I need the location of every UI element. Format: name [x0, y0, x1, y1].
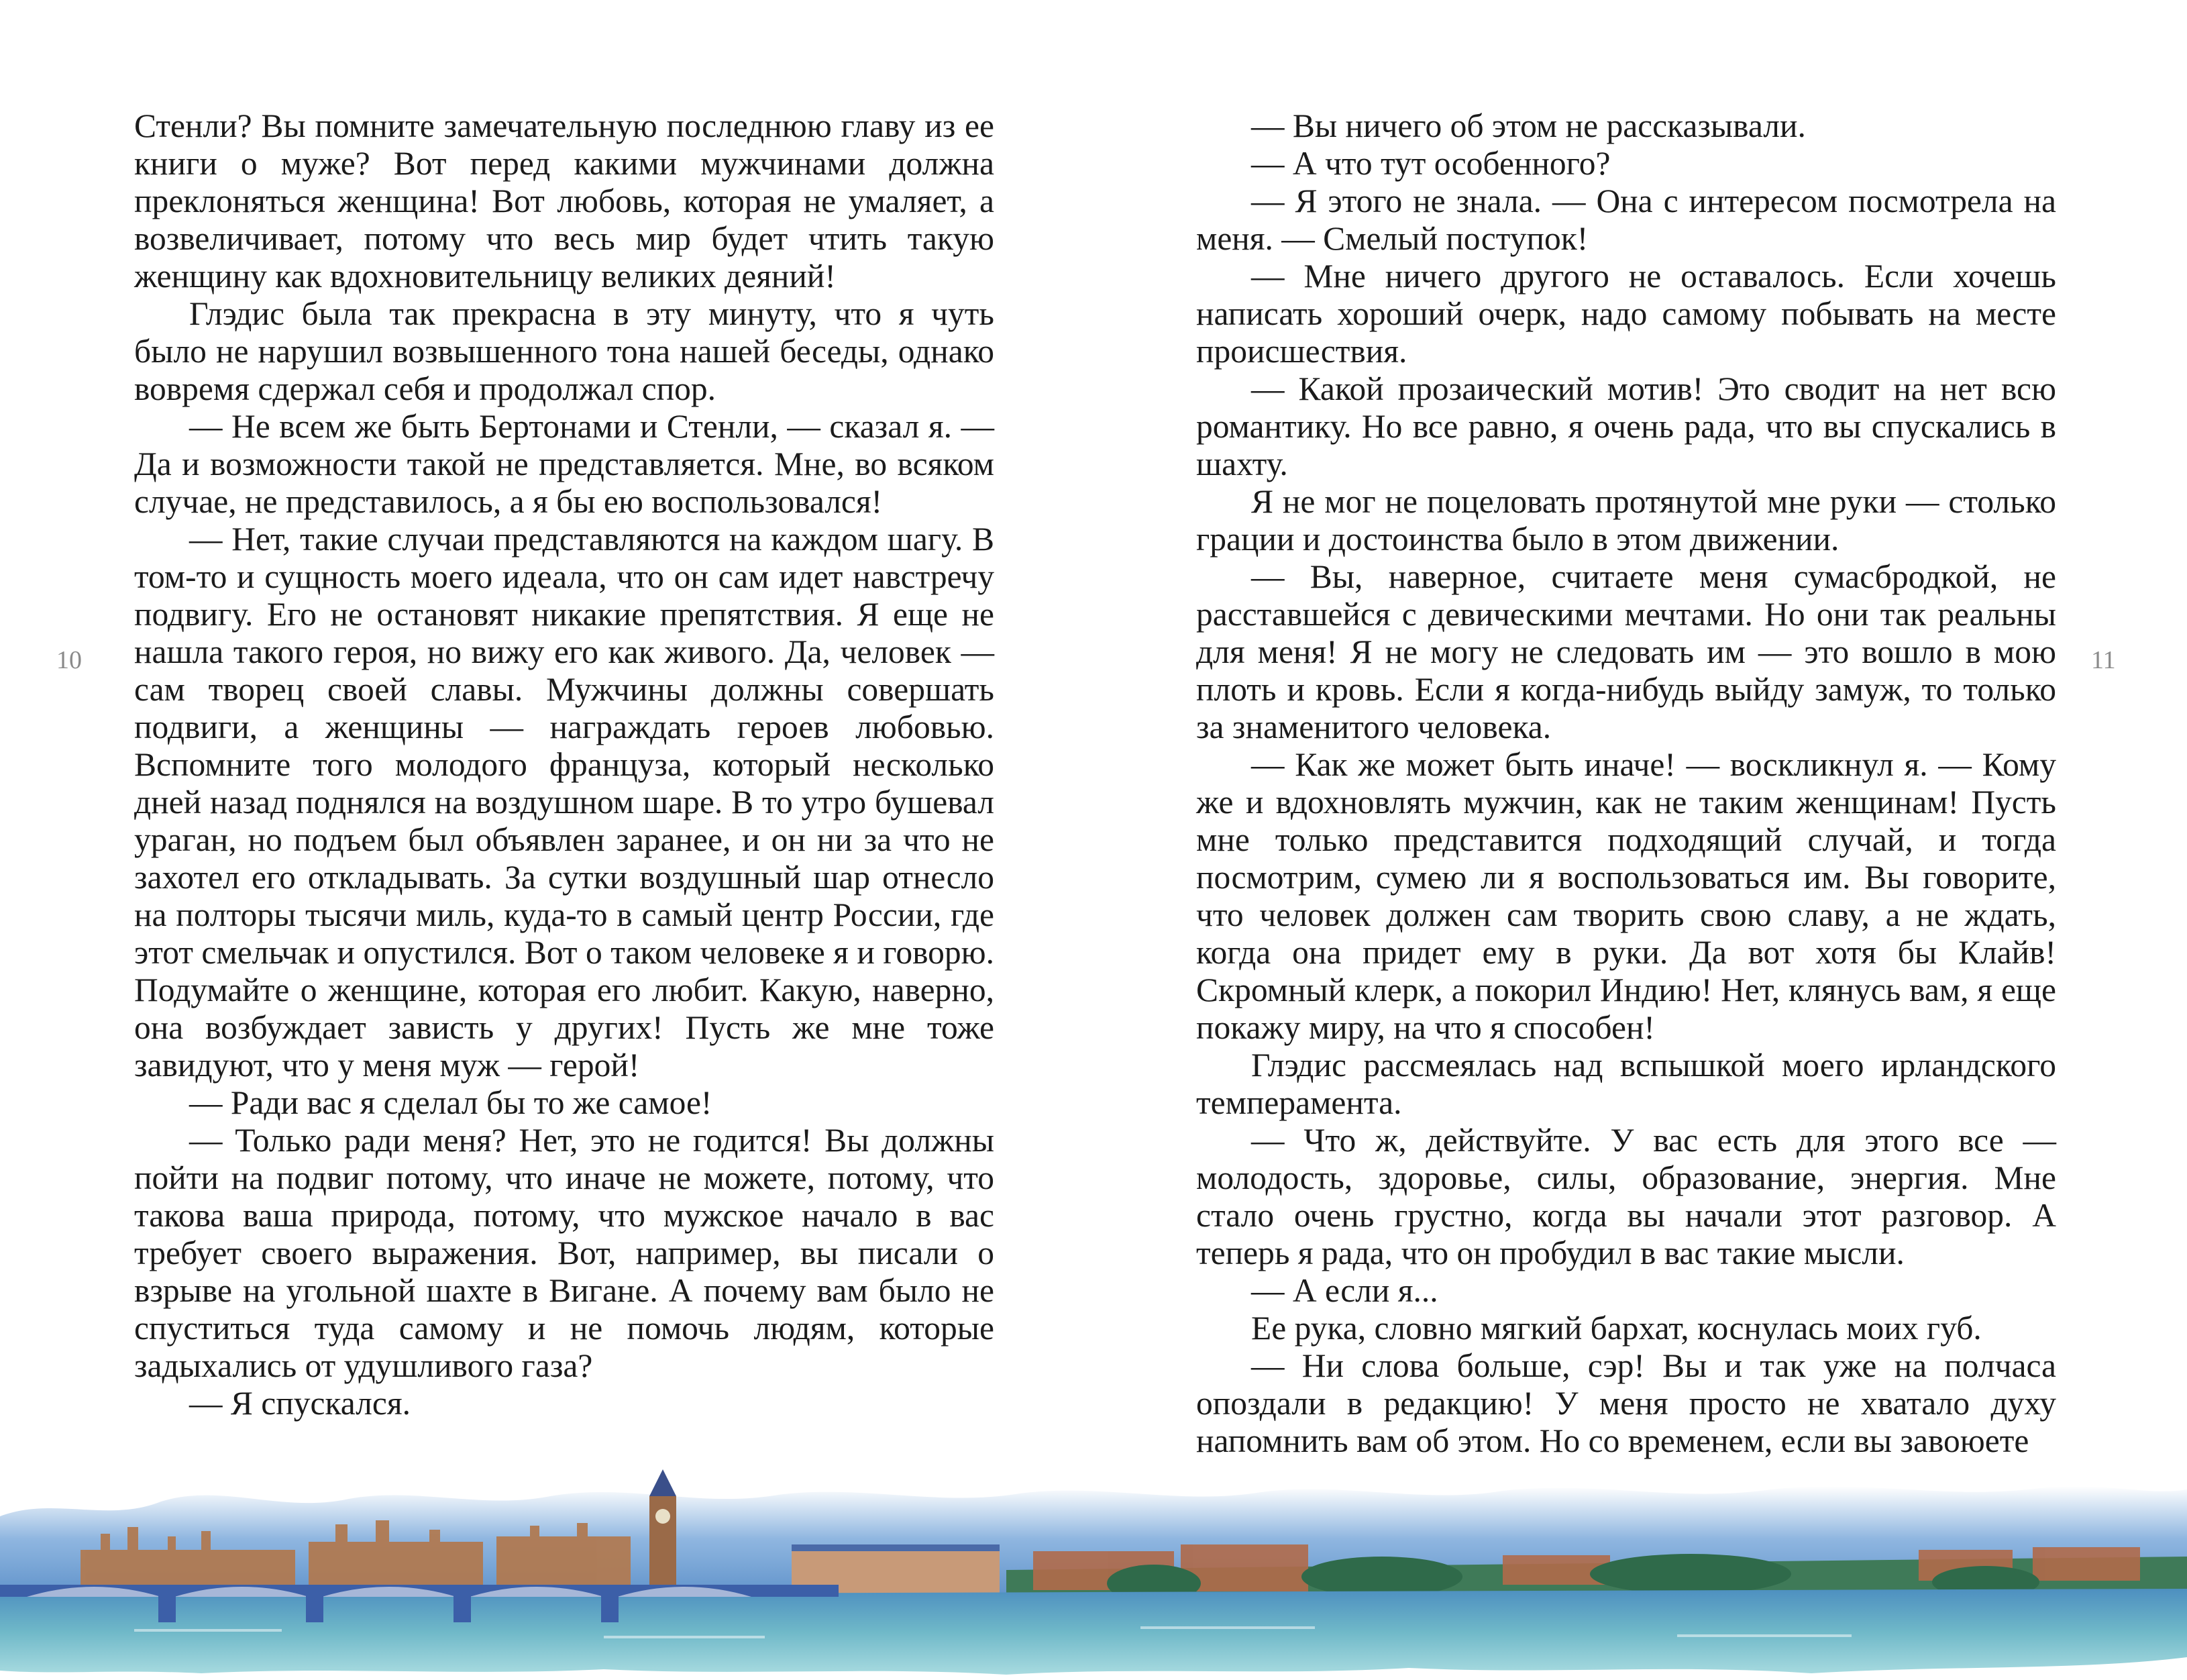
paragraph: — Вы ничего об этом не рассказывали.: [1251, 107, 1806, 144]
paragraph: — Ради вас я сделал бы то же самое!: [189, 1084, 712, 1121]
river: [0, 1589, 2187, 1675]
paragraph: — Нет, такие случаи представляются на каждом шагу. В том-то и сущность моего идеала, что он сам идет навстречу подвигу. Его не остановят никакие препятствия. Я еще не нашла такого героя, но вижу его как живого. Да, человек — сам творец своей славы. Мужчины должны совершать подвиги, а женщины — награждать героев любовью. Вспомните того молодого француза, который несколько дней назад поднялся на воздушном шаре. В то утро бушевал ураган, но подъем был объявлен заранее, и он ни за что не захотел его откладывать. За сутки воздушный шар отнесло на полторы тысячи миль, куда-то в самый центр России, где этот смельчак и опустился. Вот о таком человеке я и говорю. Подумайте о женщине, которая его любит. Какую, наверно, она возбуждает зависть у других! Пусть же мне тоже завидуют, что у меня муж — герой!: [134, 521, 994, 1084]
paragraph: Глэдис рассмеялась над вспышкой моего ирландского темперамента.: [1196, 1047, 2056, 1121]
london-skyline-illustration: [0, 1469, 2187, 1680]
paragraph: — Как же может быть иначе! — воскликнул я. — Кому же и вдохновлять мужчин, как не таким женщинам! Пусть мне только представится подходящий случай, и тогда посмотрим, сумею ли я воспользоваться им. Вы говорите, что человек должен сам творить свою славу, а не ждать, когда она придет ему в руки. Да вот хотя бы Клайв! Скромный клерк, а покорил Индию! Нет, клянусь вам, я еще покажу миру, на что я способен!: [1196, 746, 2056, 1046]
left-page-text: [134, 107, 994, 1422]
paragraph: Ее рука, словно мягкий бархат, коснулась моих губ.: [1251, 1310, 1982, 1347]
paragraph: — А если я...: [1251, 1272, 1438, 1309]
paragraph: Я не мог не поцеловать протянутой мне руки — столько грации и достоинства было в этом движении.: [1196, 483, 2056, 558]
paragraph: — Мне ничего другого не оставалось. Если хочешь написать хороший очерк, надо самому побывать на месте происшествия.: [1196, 258, 2056, 370]
paragraph: Глэдис была так прекрасна в эту минуту, что я чуть было не нарушил возвышенного тона нашей беседы, однако вовремя сдержал себя и продолжал спор.: [134, 295, 994, 407]
paragraph: — Что ж, действуйте. У вас есть для этого все — молодость, здоровье, силы, образование, энергия. Мне стало очень грустно, когда вы начали этот разговор. А теперь я рада, что он пробудил в вас такие мысли.: [1196, 1122, 2056, 1271]
paragraph: Стенли? Вы помните замечательную последнюю главу из ее книги о муже? Вот перед какими мужчинами должна преклоняться женщина! Вот любовь, которая не умаляет, а возвеличивает, потому что весь мир будет чтить такую женщину как вдохновительницу великих деяний!: [134, 107, 994, 295]
right-page-text: [1196, 107, 2056, 1460]
clock-tower: [649, 1469, 676, 1597]
paragraph: — А что тут особенного?: [1251, 145, 1611, 182]
right-page: [1094, 0, 2187, 1680]
page-number-right: 11: [2091, 646, 2116, 674]
paragraph: — Я этого не знала. — Она с интересом посмотрела на меня. — Смелый поступок!: [1196, 182, 2056, 257]
paragraph: — Не всем же быть Бертонами и Стенли, — сказал я. — Да и возможности такой не представляется. Мне, во всяком случае, не представилось, а я бы ею воспользовался!: [134, 408, 994, 520]
page-number-left: 10: [56, 646, 82, 674]
paragraph: — Только ради меня? Нет, это не годится! Вы должны пойти на подвиг потому, что иначе не можете, потому, что такова ваша природа, потому, что мужское начало в вас требует своего выражения. Вот, например, вы писали о взрыве на угольной шахте в Вигане. А почему вам было не спуститься туда самому и не помочь людям, которые задыхались от удушливого газа?: [134, 1122, 994, 1384]
paragraph: — Какой прозаический мотив! Это сводит на нет всю романтику. Но все равно, я очень рада, что вы спускались в шахту.: [1196, 370, 2056, 482]
paragraph: — Я спускался.: [189, 1385, 411, 1422]
paragraph: — Вы, наверное, считаете меня сумасбродкой, не расставшейся с девическими мечтами. Но они так реальны для меня! Я не могу не следовать им — это вошло в мою плоть и кровь. Если я когда-нибудь выйду замуж, то только за знаменитого человека.: [1196, 558, 2056, 745]
paragraph: — Ни слова больше, сэр! Вы и так уже на полчаса опоздали в редакцию! У меня просто не хватало духу напомнить вам об этом. Но со временем, если вы завоюете: [1196, 1347, 2056, 1459]
